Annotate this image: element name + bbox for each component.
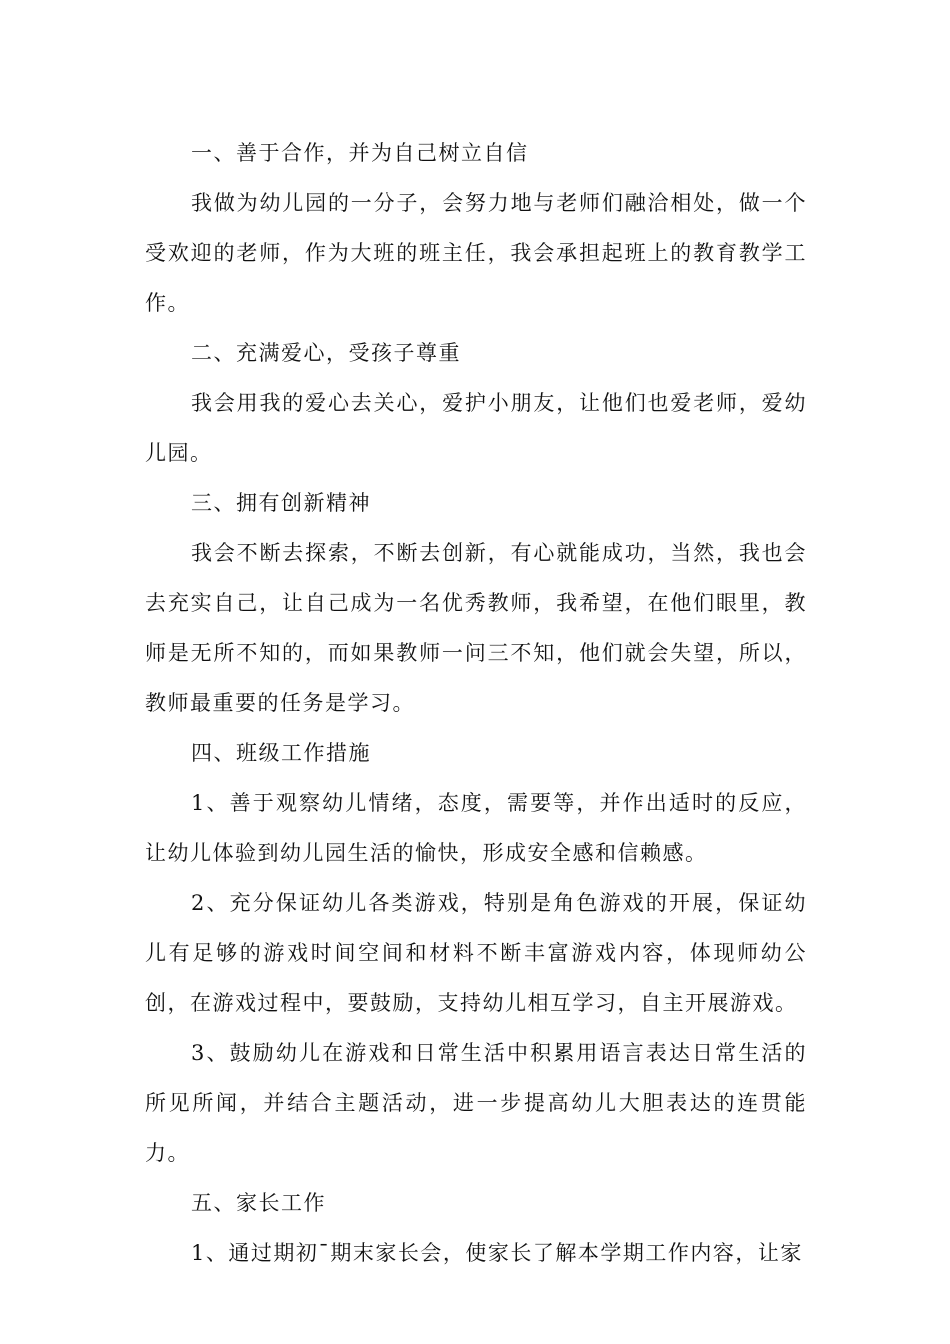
list-item-4: 1、通过期初¯期末家长会，使家长了解本学期工作内容，让家 xyxy=(191,1241,803,1265)
paragraph-3: 我会不断去探索，不断去创新，有心就能成功，当然，我也会去充实自己，让自己成为一名优秀教师，我希望，在他们眼里，教师是无所不知的，而如果教师一问三不知，他们就会失望，所以，教师最重要的任务是学习。 xyxy=(145,541,807,715)
document-body xyxy=(145,128,807,1278)
section-heading-4: 四、班级工作措施 xyxy=(191,741,371,765)
section-heading-2: 二、充满爱心，受孩子尊重 xyxy=(191,341,461,365)
section-heading-3: 三、拥有创新精神 xyxy=(191,491,371,515)
list-item-1: 1、善于观察幼儿情绪，态度，需要等，并作出适时的反应，让幼儿体验到幼儿园生活的愉快，形成安全感和信赖感。 xyxy=(145,791,807,865)
list-item-3: 3、鼓励幼儿在游戏和日常生活中积累用语言表达日常生活的所见所闻，并结合主题活动，进一步提高幼儿大胆表达的连贯能力。 xyxy=(145,1041,807,1165)
section-heading-1: 一、善于合作，并为自己树立自信 xyxy=(191,141,529,165)
paragraph-2: 我会用我的爱心去关心，爱护小朋友，让他们也爱老师，爱幼儿园。 xyxy=(145,391,807,465)
section-heading-5: 五、家长工作 xyxy=(191,1191,326,1215)
list-item-2: 2、充分保证幼儿各类游戏，特别是角色游戏的开展，保证幼儿有足够的游戏时间空间和材料不断丰富游戏内容，体现师幼公创，在游戏过程中，要鼓励，支持幼儿相互学习，自主开展游戏。 xyxy=(145,891,807,1015)
paragraph-1: 我做为幼儿园的一分子，会努力地与老师们融洽相处，做一个受欢迎的老师，作为大班的班主任，我会承担起班上的教育教学工作。 xyxy=(145,191,807,315)
